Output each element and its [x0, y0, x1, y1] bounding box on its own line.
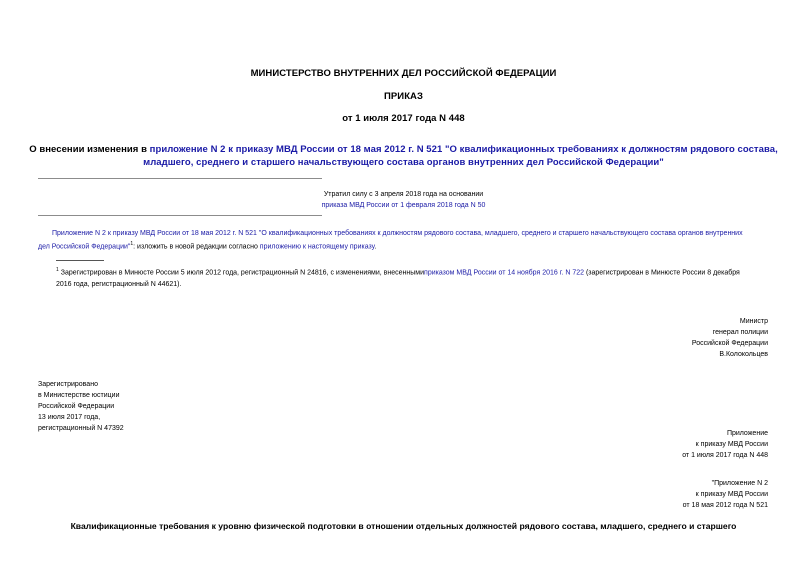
footnote-text-after: (зарегистрирован в Минюсте России 8 декабря: [584, 269, 740, 277]
registration-line5: регистрационный N 47392: [38, 425, 124, 432]
status-note-line1: Утратил силу с 3 апреля 2018 года на основании: [323, 191, 484, 198]
title-prefix: О внесении изменения в: [29, 144, 150, 155]
registration-line4: 13 июля 2017 года,: [38, 414, 101, 421]
body-appendix-link[interactable]: приложению к настоящему приказу: [259, 243, 375, 251]
registration-block: [38, 379, 238, 434]
appendix2-ref-line1: "Приложение N 2: [711, 480, 768, 487]
divider-bottom: [38, 215, 322, 216]
appendix2-ref-line3: от 18 мая 2012 года N 521: [682, 502, 768, 509]
appendix-ref-line2: к приказу МВД России: [695, 441, 768, 448]
appendix-reference: [560, 428, 768, 461]
title-link-line1[interactable]: приложение N 2 к приказу МВД России от 18 мая 2012 г. N 521 "О квалификационных требованиях к должностям рядового состава,: [149, 144, 778, 155]
registration-line2: в Министерстве юстиции: [38, 392, 120, 399]
footnote-link[interactable]: приказом МВД России от 14 ноября 2016 г. N 722: [424, 269, 585, 277]
signature-line4: В.Колокольцев: [719, 351, 768, 358]
footnote-mark-ref[interactable]: 1: [130, 241, 134, 247]
body-middle: : изложить в новой редакции согласно: [133, 243, 260, 251]
document-type: ПРИКАЗ: [384, 91, 423, 102]
footnote-line2: 2016 года, регистрационный N 44621).: [56, 281, 182, 289]
body-paragraph: [38, 228, 778, 252]
appendix-ref-line3: от 1 июля 2017 года N 448: [682, 452, 768, 459]
signature-block: [560, 316, 768, 360]
requirements-heading: Квалификационные требования к уровню физической подготовки в отношении отдельных должностей рядового состава, младшего, среднего и старшего: [70, 521, 737, 531]
document-date-number: от 1 июля 2017 года N 448: [342, 113, 465, 124]
signature-line1: Министр: [739, 318, 768, 325]
footnote: [56, 264, 776, 291]
status-note-link[interactable]: приказа МВД России от 1 февраля 2018 года N 50: [321, 202, 486, 209]
document-title: [0, 143, 807, 169]
appendix-ref-line1: Приложение: [726, 430, 768, 437]
signature-line2: генерал полиции: [712, 329, 768, 336]
body-end: .: [374, 243, 377, 251]
ministry-heading: МИНИСТЕРСТВО ВНУТРЕННИХ ДЕЛ РОССИЙСКОЙ ФЕДЕРАЦИИ: [250, 68, 557, 79]
appendix2-reference: [560, 478, 768, 511]
divider-top: [38, 178, 322, 179]
body-link-line1[interactable]: Приложение N 2 к приказу МВД России от 18 мая 2012 г. N 521 "О квалификационных требованиях к должностям рядового состава, младшего, среднего и старшего начальствующего состава органов внутренних: [52, 230, 743, 237]
footnote-divider: [56, 260, 104, 261]
footnote-text-before: Зарегистрирован в Минюсте России 5 июля 2012 года, регистрационный N 24816, с изменениями, внесенными: [60, 269, 425, 277]
registration-line1: Зарегистрировано: [38, 381, 98, 388]
title-link-line2[interactable]: младшего, среднего и старшего начальствующего состава органов внутренних дел Российской Федерации": [143, 157, 664, 168]
registration-line3: Российской Федерации: [38, 403, 115, 410]
signature-line3: Российской Федерации: [691, 340, 768, 347]
appendix2-ref-line2: к приказу МВД России: [695, 491, 768, 498]
footnote-mark: 1: [56, 267, 59, 273]
body-link-line2[interactable]: дел Российской Федерации": [38, 243, 131, 251]
